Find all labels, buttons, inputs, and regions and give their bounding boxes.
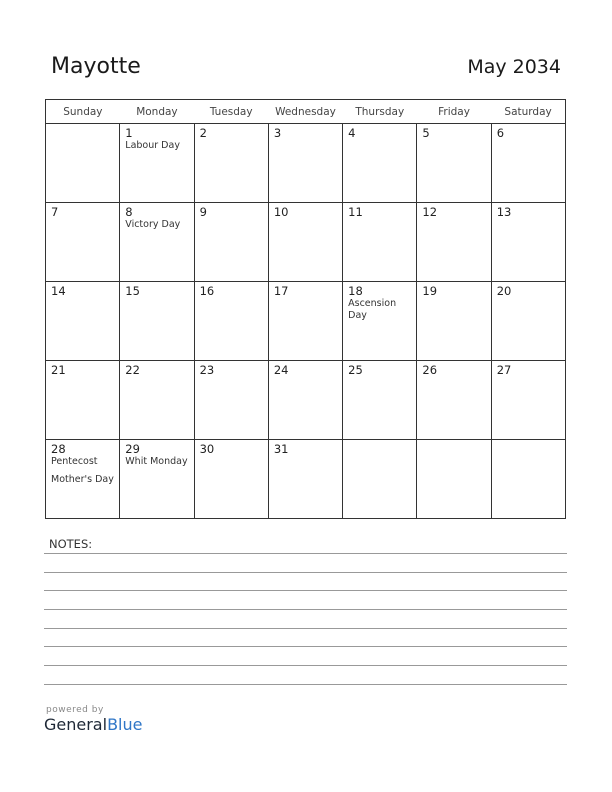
calendar-week-row (46, 124, 566, 203)
calendar-day-cell (268, 203, 342, 282)
notes-line (44, 646, 567, 647)
calendar-day-cell (268, 282, 342, 361)
calendar-week-row (46, 203, 566, 282)
day-number: 18 (348, 284, 363, 298)
weekday-friday: Friday (417, 100, 491, 124)
calendar-day-cell (194, 282, 268, 361)
calendar-day-cell (120, 203, 194, 282)
day-number: 31 (273, 442, 289, 456)
day-number: 22 (125, 363, 140, 377)
day-number: 23 (199, 363, 215, 377)
notes-line (44, 684, 567, 685)
calendar-day-cell (268, 124, 342, 203)
day-number: 5 (422, 126, 430, 140)
calendar-day-cell (194, 361, 268, 440)
day-number: 14 (51, 284, 66, 298)
calendar-day-cell (343, 440, 417, 519)
day-number: 13 (496, 205, 512, 219)
brand-wordmark (44, 715, 142, 735)
calendar-country-title: Mayotte (51, 54, 141, 79)
day-number: 9 (199, 205, 207, 219)
calendar-day-cell (491, 282, 565, 361)
calendar-day-cell (46, 282, 120, 361)
calendar-day-cell (46, 361, 120, 440)
calendar-day-cell (491, 361, 565, 440)
weekday-monday: Monday (120, 100, 194, 124)
generalblue-logo (44, 705, 142, 735)
day-number: 11 (348, 205, 363, 219)
calendar-day-cell (343, 282, 417, 361)
day-number: 1 (125, 126, 133, 140)
calendar-day-cell (417, 282, 491, 361)
calendar-day-cell (120, 440, 194, 519)
day-number: 28 (51, 442, 66, 456)
calendar-day-cell (417, 124, 491, 203)
holiday-label: Mother's Day (51, 474, 114, 485)
calendar-day-cell (120, 282, 194, 361)
notes-line (44, 609, 567, 610)
calendar-day-cell (417, 361, 491, 440)
day-number: 17 (273, 284, 289, 298)
day-number: 8 (125, 205, 133, 219)
notes-line (44, 553, 567, 554)
day-number: 26 (422, 363, 438, 377)
holiday-label: Ascension Day (348, 298, 397, 321)
weekday-wednesday: Wednesday (268, 100, 342, 124)
calendar-day-cell (491, 203, 565, 282)
calendar-day-cell (343, 203, 417, 282)
day-number: 2 (199, 126, 207, 140)
brand-blue: Blue (107, 715, 143, 734)
holiday-label: Pentecost (51, 456, 98, 467)
holiday-label: Victory Day (125, 219, 181, 230)
calendar-day-cell (491, 440, 565, 519)
calendar-day-cell (343, 124, 417, 203)
notes-line (44, 665, 567, 666)
calendar-day-cell (120, 124, 194, 203)
brand-general: General (44, 715, 108, 734)
weekday-header-row (46, 100, 566, 124)
day-number: 12 (422, 205, 438, 219)
day-number: 25 (348, 363, 363, 377)
calendar-day-cell (491, 124, 565, 203)
notes-line (44, 572, 567, 573)
day-number: 20 (496, 284, 512, 298)
powered-by-text: powered by (46, 705, 104, 715)
day-number: 19 (422, 284, 438, 298)
calendar-day-cell (194, 124, 268, 203)
calendar-day-cell (417, 440, 491, 519)
calendar-day-cell (343, 361, 417, 440)
calendar-day-cell (46, 203, 120, 282)
calendar-day-cell (120, 361, 194, 440)
calendar-month-title: May 2034 (467, 56, 561, 78)
notes-line (44, 590, 567, 591)
calendar-week-row (46, 361, 566, 440)
weekday-sunday: Sunday (46, 100, 120, 124)
day-number: 21 (51, 363, 66, 377)
calendar-day-cell (268, 361, 342, 440)
weekday-thursday: Thursday (343, 100, 417, 124)
weekday-tuesday: Tuesday (194, 100, 268, 124)
day-number: 15 (125, 284, 140, 298)
calendar-day-cell (194, 440, 268, 519)
notes-label: NOTES: (49, 537, 93, 551)
calendar-day-cell (417, 203, 491, 282)
day-number: 24 (273, 363, 289, 377)
day-number: 10 (273, 205, 289, 219)
calendar-week-row (46, 440, 566, 519)
weekday-saturday: Saturday (491, 100, 565, 124)
day-number: 3 (273, 126, 282, 140)
day-number: 16 (199, 284, 215, 298)
day-number: 7 (51, 205, 59, 219)
calendar-grid (45, 99, 566, 519)
calendar-day-cell (194, 203, 268, 282)
holiday-label: Labour Day (125, 140, 180, 151)
calendar-day-cell (46, 124, 120, 203)
day-number: 27 (496, 363, 512, 377)
calendar-day-cell (46, 440, 120, 519)
day-number: 4 (348, 126, 356, 140)
day-number: 30 (199, 442, 215, 456)
day-number: 6 (496, 126, 505, 140)
calendar-day-cell (268, 440, 342, 519)
notes-line (44, 628, 567, 629)
day-number: 29 (125, 442, 140, 456)
calendar-week-row (46, 282, 566, 361)
holiday-label: Whit Monday (125, 456, 188, 467)
